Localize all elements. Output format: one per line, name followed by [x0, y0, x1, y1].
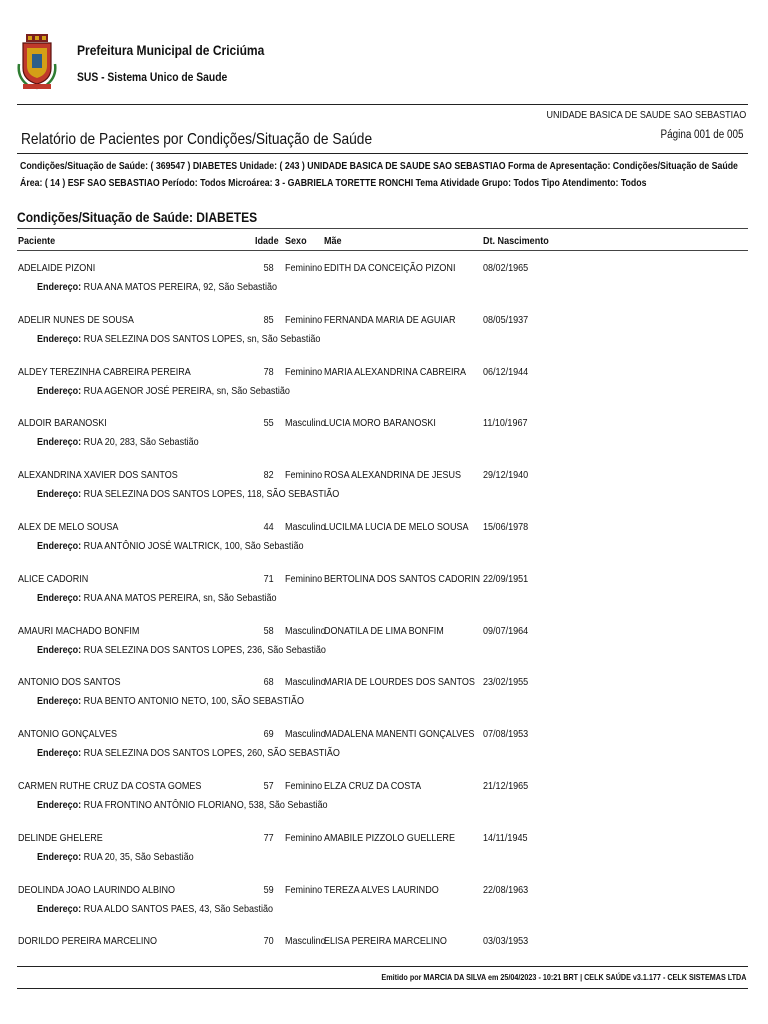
patient-address	[37, 540, 347, 552]
section-title: Condições/Situação de Saúde: DIABETES	[17, 209, 258, 225]
patient-name: ALICE CADORIN	[18, 573, 89, 585]
address-label: Endereço:	[37, 851, 82, 863]
patient-birth-date: 07/08/1953	[483, 728, 529, 740]
patient-sex: Feminino	[285, 573, 323, 585]
patient-name: ANTONIO GONÇALVES	[18, 728, 118, 740]
health-unit-name: UNIDADE BASICA DE SAUDE SAO SEBASTIAO	[546, 109, 746, 121]
address-label: Endereço:	[37, 747, 82, 759]
patient-name: ADELAIDE PIZONI	[18, 262, 96, 274]
patient-age: 59	[263, 884, 274, 896]
address-value: RUA SELEZINA DOS SANTOS LOPES, 260, SÃO SEBASTIÃO	[83, 747, 340, 759]
patient-age: 55	[263, 417, 274, 429]
address-label: Endereço:	[37, 592, 82, 604]
patient-age: 77	[263, 832, 274, 844]
patient-sex: Masculino	[285, 676, 326, 688]
patient-mother-name: BERTOLINA DOS SANTOS CADORIN	[324, 573, 481, 585]
patient-sex: Feminino	[285, 884, 323, 896]
report-filters-line-2: Área: ( 14 ) ESF SAO SEBASTIAO Período: Todos Microárea: 3 - GABRIELA TORETTE RONCHI Tema Atividade Grupo: Todos Tipo Atendimento: Todos	[20, 178, 647, 189]
patient-birth-date: 08/05/1937	[483, 314, 529, 326]
address-value: RUA SELEZINA DOS SANTOS LOPES, sn, São Sebastião	[83, 333, 321, 345]
report-title: Relatório de Pacientes por Condições/Situação de Saúde	[21, 131, 373, 148]
patient-mother-name: TEREZA ALVES LAURINDO	[324, 884, 439, 896]
address-value: RUA SELEZINA DOS SANTOS LOPES, 236, São Sebastião	[83, 644, 326, 656]
patient-age: 85	[263, 314, 274, 326]
patient-birth-date: 11/10/1967	[483, 417, 528, 429]
patient-record	[0, 832, 768, 884]
address-label: Endereço:	[37, 281, 82, 293]
footer-top-divider	[17, 966, 748, 967]
section-divider	[17, 228, 748, 229]
patient-birth-date: 22/08/1963	[483, 884, 529, 896]
patient-record	[0, 314, 768, 366]
patient-name: CARMEN RUTHE CRUZ DA COSTA GOMES	[18, 780, 202, 792]
patient-name: ANTONIO DOS SANTOS	[18, 676, 121, 688]
patient-address	[37, 799, 375, 811]
patient-mother-name: DONATILA DE LIMA BONFIM	[324, 625, 444, 637]
patient-address	[37, 747, 389, 759]
patient-sex: Masculino	[285, 935, 326, 947]
patient-birth-date: 14/11/1945	[483, 832, 528, 844]
patient-record	[0, 469, 768, 521]
patient-sex: Feminino	[285, 469, 323, 481]
page-indicator: Página 001 de 005	[660, 129, 744, 141]
patient-mother-name: AMABILE PIZZOLO GUELLERE	[324, 832, 455, 844]
patient-age: 44	[263, 521, 274, 533]
patient-address	[37, 281, 316, 293]
patient-name: ALDOIR BARANOSKI	[18, 417, 107, 429]
patient-address	[37, 592, 316, 604]
column-header-mother: Mãe	[324, 235, 342, 247]
patient-age: 69	[263, 728, 274, 740]
patient-sex: Masculino	[285, 625, 326, 637]
patient-mother-name: MADALENA MANENTI GONÇALVES	[324, 728, 475, 740]
patient-birth-date: 23/02/1955	[483, 676, 529, 688]
footer-bottom-divider	[17, 988, 748, 989]
patient-age: 58	[263, 625, 274, 637]
organization-subtitle: SUS - Sistema Unico de Saude	[77, 70, 228, 84]
patient-record	[0, 417, 768, 469]
patient-birth-date: 15/06/1978	[483, 521, 529, 533]
address-value: RUA ANA MATOS PEREIRA, 92, São Sebastião	[83, 281, 278, 293]
patient-record	[0, 625, 768, 677]
address-value: RUA ANA MATOS PEREIRA, sn, São Sebastião	[83, 592, 277, 604]
patient-mother-name: ELISA PEREIRA MARCELINO	[324, 935, 447, 947]
patient-sex: Feminino	[285, 314, 323, 326]
patient-name: AMAURI MACHADO BONFIM	[18, 625, 140, 637]
patient-birth-date: 29/12/1940	[483, 469, 529, 481]
patient-mother-name: FERNANDA MARIA DE AGUIAR	[324, 314, 456, 326]
patient-mother-name: ELZA CRUZ DA COSTA	[324, 780, 422, 792]
address-label: Endereço:	[37, 695, 82, 707]
patient-age: 78	[263, 366, 274, 378]
patient-mother-name: LUCIA MORO BARANOSKI	[324, 417, 436, 429]
patient-birth-date: 09/07/1964	[483, 625, 529, 637]
title-divider	[17, 153, 748, 154]
patient-address	[37, 644, 373, 656]
patient-age: 70	[263, 935, 274, 947]
patient-age: 82	[263, 469, 274, 481]
patient-birth-date: 03/03/1953	[483, 935, 529, 947]
patient-record	[0, 780, 768, 832]
patient-address	[37, 695, 347, 707]
address-value: RUA 20, 35, São Sebastião	[83, 851, 194, 863]
patient-record	[0, 884, 768, 936]
patient-age: 57	[263, 780, 274, 792]
address-value: RUA BENTO ANTONIO NETO, 100, SÃO SEBASTIÃO	[83, 695, 304, 707]
address-value: RUA AGENOR JOSÉ PEREIRA, sn, São Sebastião	[83, 385, 290, 397]
patient-name: ALEXANDRINA XAVIER DOS SANTOS	[18, 469, 178, 481]
patient-name: ADELIR NUNES DE SOUSA	[18, 314, 134, 326]
table-header-divider	[17, 250, 748, 251]
patient-mother-name: MARIA DE LOURDES DOS SANTOS	[324, 676, 475, 688]
address-value: RUA FRONTINO ANTÔNIO FLORIANO, 538, São Sebastião	[83, 799, 328, 811]
patient-address	[37, 333, 367, 345]
address-label: Endereço:	[37, 385, 82, 397]
patient-sex: Feminino	[285, 780, 323, 792]
patient-age: 58	[263, 262, 274, 274]
patient-record	[0, 366, 768, 418]
patient-name: ALDEY TEREZINHA CABREIRA PEREIRA	[18, 366, 191, 378]
patient-mother-name: LUCILMA LUCIA DE MELO SOUSA	[324, 521, 469, 533]
patient-mother-name: MARIA ALEXANDRINA CABREIRA	[324, 366, 467, 378]
patient-record	[0, 573, 768, 625]
patient-name: DEOLINDA JOAO LAURINDO ALBINO	[18, 884, 176, 896]
patient-address	[37, 436, 225, 448]
patient-birth-date: 08/02/1965	[483, 262, 529, 274]
patient-age: 68	[263, 676, 274, 688]
emission-footer: Emitido por MARCIA DA SILVA em 25/04/2023 - 10:21 BRT | CELK SAÚDE v3.1.177 - CELK SISTEMAS LTDA	[380, 972, 746, 982]
patient-sex: Masculino	[285, 728, 326, 740]
column-header-sex: Sexo	[285, 235, 307, 247]
patient-name: ALEX DE MELO SOUSA	[18, 521, 119, 533]
column-header-age: Idade	[255, 235, 279, 247]
patient-address	[37, 488, 389, 500]
address-label: Endereço:	[37, 540, 82, 552]
patient-sex: Feminino	[285, 832, 323, 844]
address-value: RUA 20, 283, São Sebastião	[83, 436, 199, 448]
address-label: Endereço:	[37, 436, 82, 448]
address-label: Endereço:	[37, 488, 82, 500]
patient-sex: Feminino	[285, 366, 323, 378]
patient-name: DORILDO PEREIRA MARCELINO	[18, 935, 157, 947]
address-value: RUA SELEZINA DOS SANTOS LOPES, 118, SÃO SEBASTIÃO	[83, 488, 340, 500]
municipal-coat-of-arms-logo	[17, 34, 57, 90]
patient-record	[0, 262, 768, 314]
address-label: Endereço:	[37, 799, 82, 811]
patient-age: 71	[263, 573, 274, 585]
address-value: RUA ANTÔNIO JOSÉ WALTRICK, 100, São Sebastião	[83, 540, 304, 552]
patient-birth-date: 22/09/1951	[483, 573, 529, 585]
header-divider	[17, 104, 748, 105]
patient-mother-name: EDITH DA CONCEIÇÃO PIZONI	[324, 262, 456, 274]
patient-mother-name: ROSA ALEXANDRINA DE JESUS	[324, 469, 462, 481]
patient-sex: Masculino	[285, 417, 326, 429]
address-label: Endereço:	[37, 644, 82, 656]
patient-record	[0, 676, 768, 728]
address-value: RUA ALDO SANTOS PAES, 43, São Sebastião	[83, 903, 274, 915]
report-filters-line-1: Condições/Situação de Saúde: ( 369547 ) DIABETES Unidade: ( 243 ) UNIDADE BASICA DE SAUDE SAO SEBASTIAO Forma de Apresentação: Condições/Situação de Saúde	[20, 161, 738, 172]
organization-name: Prefeitura Municipal de Criciúma	[77, 42, 265, 58]
column-header-patient: Paciente	[18, 235, 56, 247]
patient-record	[0, 521, 768, 573]
column-header-birth-date: Dt. Nascimento	[483, 235, 549, 247]
patient-sex: Feminino	[285, 262, 323, 274]
patient-address	[37, 385, 331, 397]
patient-address	[37, 903, 312, 915]
patient-name: DELINDE GHELERE	[18, 832, 103, 844]
address-label: Endereço:	[37, 333, 82, 345]
patient-birth-date: 06/12/1944	[483, 366, 529, 378]
patient-birth-date: 21/12/1965	[483, 780, 529, 792]
patient-record	[0, 728, 768, 780]
patient-sex: Masculino	[285, 521, 326, 533]
patient-address	[37, 851, 219, 863]
address-label: Endereço:	[37, 903, 82, 915]
